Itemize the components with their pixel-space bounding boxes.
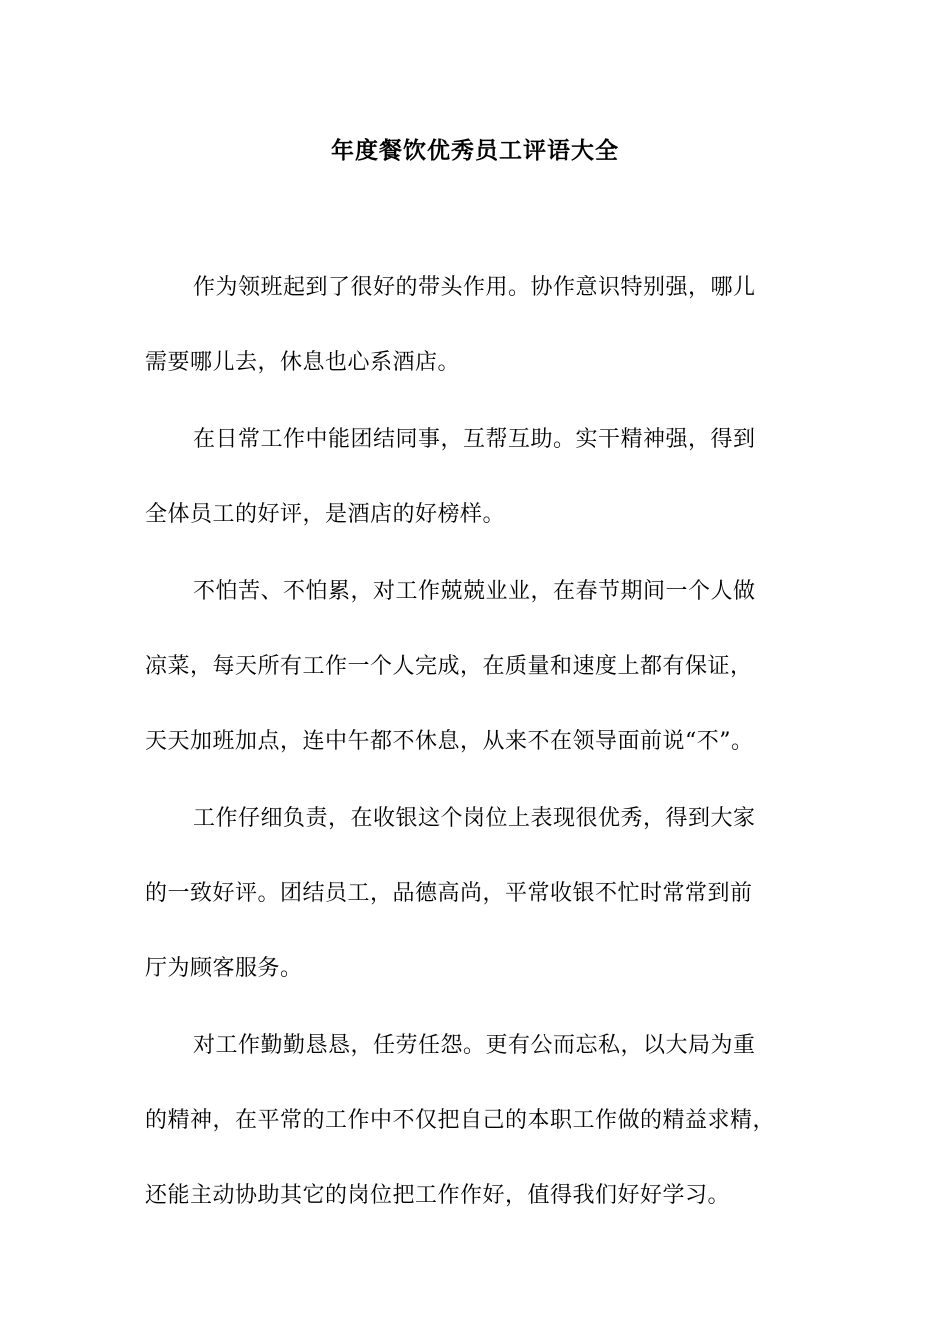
paragraph-4 — [145, 781, 820, 1006]
paragraph-line: 工作仔细负责，在收银这个岗位上表现很优秀，得到大家 — [193, 806, 756, 831]
paragraph-line: 还能主动协助其它的岗位把工作作好，值得我们好好学习。 — [145, 1183, 731, 1208]
document-body — [145, 250, 820, 1235]
paragraph-line: 在日常工作中能团结同事，互帮互助。实干精神强，得到 — [193, 427, 756, 452]
paragraph-line: 凉菜，每天所有工作一个人完成，在质量和速度上都有保证， — [145, 654, 753, 679]
paragraph-line: 的精神，在平常的工作中不仅把自己的本职工作做的精益求精， — [145, 1108, 776, 1133]
paragraph-5 — [145, 1008, 820, 1233]
paragraph-line: 不怕苦、不怕累，对工作兢兢业业，在春节期间一个人做 — [193, 579, 756, 604]
paragraph-line: 厅为顾客服务。 — [145, 956, 303, 981]
paragraph-line: 作为领班起到了很好的带头作用。协作意识特别强，哪儿 — [193, 275, 756, 300]
paragraph-2 — [145, 402, 820, 552]
paragraph-line: 对工作勤勤恳恳，任劳任怨。更有公而忘私，以大局为重 — [193, 1033, 756, 1058]
paragraph-line: 的一致好评。团结员工，品德高尚，平常收银不忙时常常到前 — [145, 881, 753, 906]
paragraph-3 — [145, 554, 820, 779]
paragraph-line: 全体员工的好评，是酒店的好榜样。 — [145, 502, 506, 527]
document-title: 年度餐饮优秀员工评语大全 — [331, 138, 619, 164]
paragraph-1 — [145, 250, 820, 400]
paragraph-line: 天天加班加点，连中午都不休息，从来不在领导面前说“不”。 — [145, 729, 754, 754]
paragraph-line: 需要哪儿去，休息也心系酒店。 — [145, 350, 461, 375]
